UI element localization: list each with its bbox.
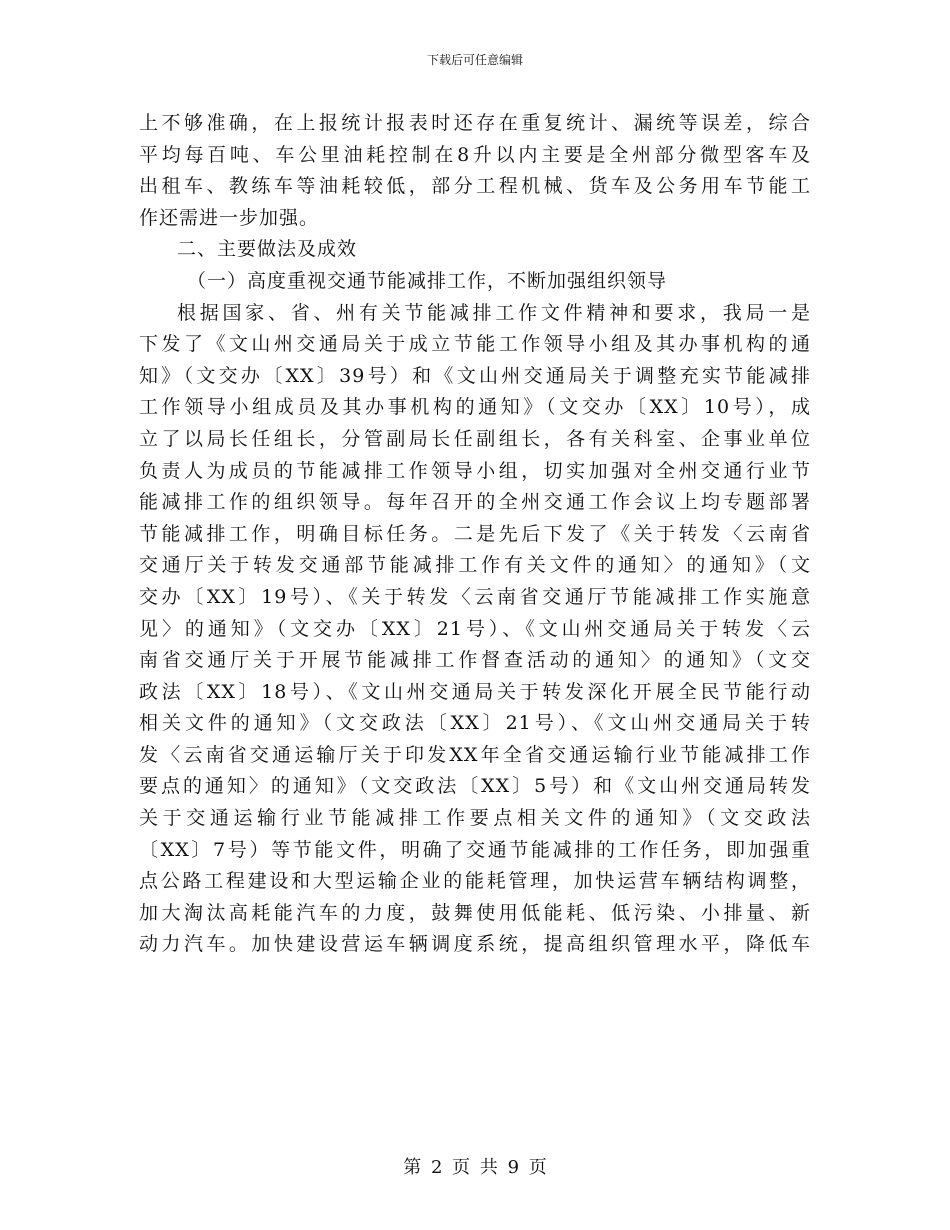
body-line: 点公路工程建设和大型运输企业的能耗管理，加快运营车辆结构调整， — [139, 870, 811, 893]
body-line: 政法〔XX〕18号）、《文山州交通局关于转发深化开展全民节能行动 — [139, 680, 811, 703]
body-line: 节能减排工作，明确目标任务。二是先后下发了《关于转发〈云南省 — [139, 522, 811, 545]
body-line: 交通厅关于转发交通部节能减排工作有关文件的通知〉的通知》（文 — [139, 554, 811, 577]
section-heading: 二、主要做法及成效 — [177, 238, 358, 261]
body-line: 相关文件的通知》（文交政法〔XX〕21号）、《文山州交通局关于转 — [139, 712, 811, 735]
body-line: 动力汽车。加快建设营运车辆调度系统，提高组织管理水平，降低车 — [139, 933, 811, 956]
body-line: 作还需进一步加强。 — [139, 206, 320, 229]
body-line: 上不够准确，在上报统计报表时还存在重复统计、漏统等误差，综合 — [139, 112, 811, 134]
body-line: 要点的通知〉的通知》（文交政法〔XX〕5号）和《文山州交通局转发 — [139, 775, 811, 798]
document-body — [139, 108, 811, 961]
body-line: 根据国家、省、州有关节能减排工作文件精神和要求，我局一是 — [177, 301, 811, 324]
body-line: 负责人为成员的节能减排工作领导小组，切实加强对全州交通行业节 — [139, 459, 811, 482]
body-line: 立了以局长任组长，分管副局长任副组长，各有关科室、企事业单位 — [139, 427, 811, 450]
body-line: 〔XX〕7号）等节能文件，明确了交通节能减排的工作任务，即加强重 — [139, 838, 811, 861]
body-line: 见〉的通知》（文交办〔XX〕21号）、《文山州交通局关于转发〈云 — [139, 617, 811, 640]
subsection-heading: （一）高度重视交通节能减排工作，不断加强组织领导 — [187, 269, 668, 292]
body-line: 平均每百吨、车公里油耗控制在8升以内主要是全州部分微型客车及 — [139, 143, 811, 166]
body-line: 加大淘汰高耗能汽车的力度，鼓舞使用低能耗、低污染、小排量、新 — [139, 901, 811, 924]
body-line: 交办〔XX〕19号）、《关于转发〈云南省交通厅节能减排工作实施意 — [139, 585, 811, 608]
body-line: 能减排工作的组织领导。每年召开的全州交通工作会议上均专题部署 — [139, 491, 811, 514]
body-line: 发〈云南省交通运输厅关于印发XX年全省交通运输行业节能减排工作 — [139, 743, 811, 766]
body-line: 知》（文交办〔XX〕39号）和《文山州交通局关于调整充实节能减排 — [139, 364, 811, 387]
body-line: 下发了《文山州交通局关于成立节能工作领导小组及其办事机构的通 — [139, 333, 811, 356]
body-line: 工作领导小组成员及其办事机构的通知》（文交办〔XX〕10号），成 — [139, 396, 811, 419]
page-number-footer: 第 2 页 共 9 页 — [403, 1157, 547, 1178]
body-line: 南省交通厅关于开展节能减排工作督查活动的通知〉的通知》（文交 — [139, 649, 811, 672]
page-header: 下载后可任意编辑 — [426, 53, 523, 67]
body-line: 出租车、教练车等油耗较低，部分工程机械、货车及公务用车节能工 — [139, 175, 811, 198]
body-line: 关于交通运输行业节能减排工作要点相关文件的通知》（文交政法 — [139, 807, 811, 830]
